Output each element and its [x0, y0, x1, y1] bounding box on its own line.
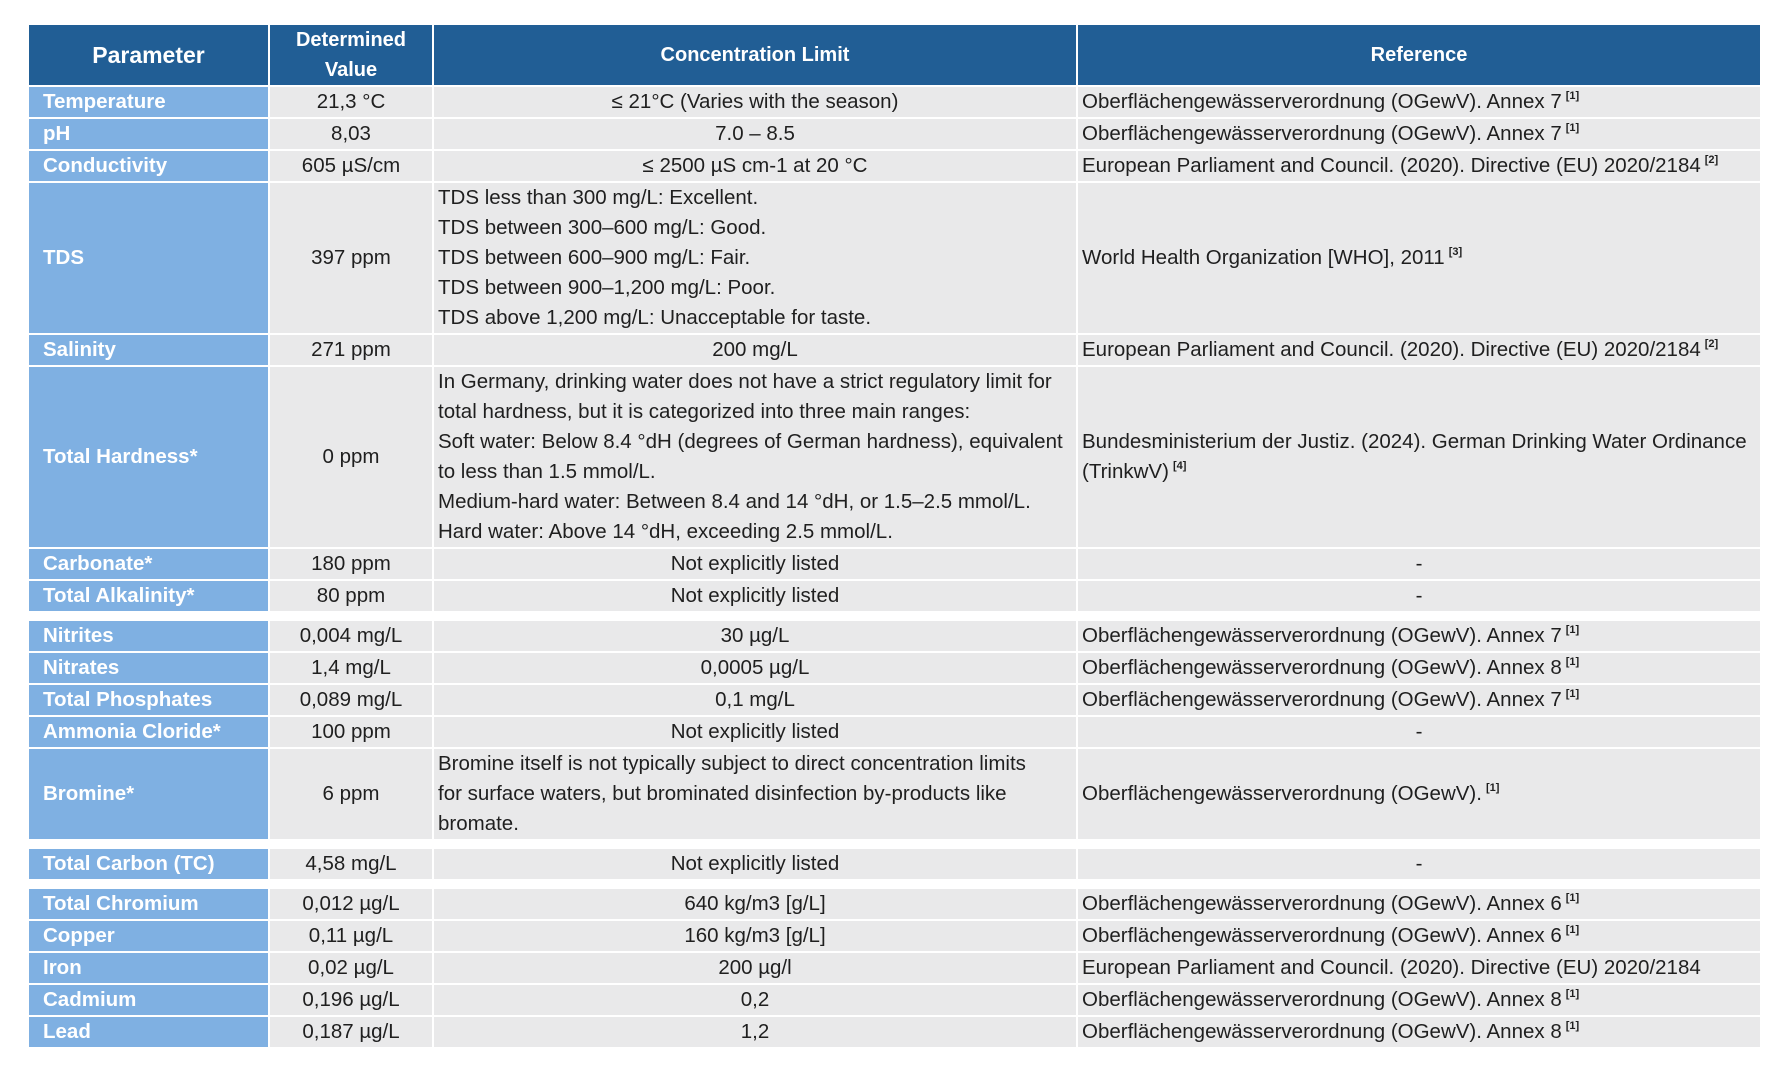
- determined-value-cell: 0,02 µg/L: [269, 952, 433, 984]
- limit-line: 0,2: [740, 988, 770, 1011]
- limit-line: Not explicitly listed: [670, 552, 840, 575]
- determined-value-cell: 80 ppm: [269, 580, 433, 611]
- reference-text: Oberflächengewässerverordnung (OGewV). Annex 7: [1082, 624, 1562, 647]
- table-row: [29, 182, 1761, 334]
- limit-line: total hardness, but it is categorized into three main ranges:: [438, 400, 971, 423]
- reference-line: [1082, 581, 1756, 611]
- separator-cell: [29, 611, 269, 620]
- parameter-cell: Total Phosphates: [29, 684, 269, 716]
- determined-value-cell: 0,089 mg/L: [269, 684, 433, 716]
- reference-text: Oberflächengewässerverordnung (OGewV). Annex 6: [1082, 924, 1562, 947]
- reference-cell: [1077, 652, 1761, 684]
- header-determined-value: Determined Value: [269, 25, 433, 86]
- reference-text: Oberflächengewässerverordnung (OGewV). Annex 8: [1082, 988, 1562, 1011]
- determined-value-cell: 0,196 µg/L: [269, 984, 433, 1016]
- limit-line: TDS between 300–600 mg/L: Good.: [438, 216, 767, 239]
- parameter-cell: TDS: [29, 182, 269, 334]
- reference-line: [1082, 87, 1756, 117]
- parameter-cell: Total Hardness*: [29, 366, 269, 548]
- limit-line: Medium-hard water: Between 8.4 and 14 °dH, or 1.5–2.5 mmol/L.: [438, 490, 1031, 513]
- reference-line: [1082, 151, 1756, 181]
- header-concentration-limit: Concentration Limit: [433, 25, 1077, 86]
- concentration-limit-cell: [433, 920, 1077, 952]
- reference-line: [1082, 779, 1756, 809]
- reference-cell: [1077, 580, 1761, 611]
- limit-line: for surface waters, but brominated disinfection by-products like: [438, 782, 1007, 805]
- citation-marker: [1]: [1565, 1020, 1580, 1032]
- reference-cell: [1077, 920, 1761, 952]
- determined-value-cell: 6 ppm: [269, 748, 433, 839]
- separator-cell: [433, 879, 1077, 888]
- parameter-cell: Nitrites: [29, 620, 269, 652]
- concentration-limit-cell: [433, 182, 1077, 334]
- determined-value-cell: 605 µS/cm: [269, 150, 433, 182]
- citation-marker: [1]: [1565, 624, 1580, 636]
- group-separator: [29, 879, 1761, 888]
- reference-text: Oberflächengewässerverordnung (OGewV). Annex 7: [1082, 688, 1562, 711]
- limit-line: bromate.: [438, 812, 519, 835]
- reference-text: Oberflächengewässerverordnung (OGewV). Annex 8: [1082, 1020, 1562, 1043]
- table-row: [29, 86, 1761, 118]
- reference-cell: [1077, 1016, 1761, 1047]
- parameter-cell: Cadmium: [29, 984, 269, 1016]
- limit-line: 0,0005 µg/L: [700, 656, 810, 679]
- citation-marker: [1]: [1565, 688, 1580, 700]
- reference-text: -: [1415, 552, 1423, 575]
- citation-marker: [4]: [1172, 460, 1187, 472]
- reference-cell: [1077, 150, 1761, 182]
- concentration-limit-cell: [433, 984, 1077, 1016]
- reference-cell: [1077, 748, 1761, 839]
- table-row: [29, 580, 1761, 611]
- reference-text: Oberflächengewässerverordnung (OGewV). Annex 6: [1082, 892, 1562, 915]
- separator-cell: [1077, 839, 1761, 848]
- reference-cell: [1077, 548, 1761, 580]
- concentration-limit-cell: [433, 366, 1077, 548]
- table-row: [29, 548, 1761, 580]
- reference-cell: [1077, 334, 1761, 366]
- determined-value-cell: 397 ppm: [269, 182, 433, 334]
- reference-text: European Parliament and Council. (2020). Directive (EU) 2020/2184: [1082, 956, 1701, 979]
- table-row: [29, 848, 1761, 879]
- citation-marker: [1]: [1485, 782, 1500, 794]
- reference-text: -: [1415, 584, 1423, 607]
- reference-line: [1082, 717, 1756, 747]
- reference-line: [1082, 849, 1756, 879]
- reference-cell: [1077, 118, 1761, 150]
- parameter-cell: pH: [29, 118, 269, 150]
- header-parameter: Parameter: [29, 25, 269, 86]
- reference-text: Bundesministerium der Justiz. (2024). German Drinking Water Ordinance: [1082, 430, 1747, 453]
- determined-value-cell: 0,187 µg/L: [269, 1016, 433, 1047]
- table-body: [29, 86, 1761, 1047]
- parameter-cell: Temperature: [29, 86, 269, 118]
- reference-line: [1082, 985, 1756, 1015]
- separator-cell: [29, 879, 269, 888]
- reference-line: [1082, 921, 1756, 951]
- determined-value-cell: 271 ppm: [269, 334, 433, 366]
- group-separator: [29, 839, 1761, 848]
- table-row: [29, 952, 1761, 984]
- concentration-limit-cell: [433, 748, 1077, 839]
- parameter-cell: Carbonate*: [29, 548, 269, 580]
- concentration-limit-cell: [433, 684, 1077, 716]
- limit-line: ≤ 2500 µS cm-1 at 20 °C: [642, 154, 868, 177]
- reference-cell: [1077, 366, 1761, 548]
- table-row: [29, 366, 1761, 548]
- limit-line: 200 µg/l: [718, 956, 792, 979]
- reference-cell: [1077, 620, 1761, 652]
- limit-line: 0,1 mg/L: [715, 688, 795, 711]
- determined-value-cell: 0 ppm: [269, 366, 433, 548]
- concentration-limit-cell: [433, 848, 1077, 879]
- concentration-limit-cell: [433, 86, 1077, 118]
- limit-line: 30 µg/L: [720, 624, 790, 647]
- table-row: [29, 748, 1761, 839]
- citation-marker: [2]: [1704, 338, 1719, 350]
- reference-cell: [1077, 716, 1761, 748]
- concentration-limit-cell: [433, 716, 1077, 748]
- reference-line: [1082, 119, 1756, 149]
- separator-cell: [269, 839, 433, 848]
- reference-text: -: [1415, 720, 1423, 743]
- citation-marker: [2]: [1704, 154, 1719, 166]
- citation-marker: [1]: [1565, 892, 1580, 904]
- table-row: [29, 920, 1761, 952]
- reference-text: (TrinkwV): [1082, 460, 1169, 483]
- separator-cell: [269, 879, 433, 888]
- separator-cell: [1077, 879, 1761, 888]
- limit-line: Not explicitly listed: [670, 852, 840, 875]
- table-row: [29, 620, 1761, 652]
- limit-line: to less than 1.5 mmol/L.: [438, 460, 656, 483]
- reference-text: Oberflächengewässerverordnung (OGewV).: [1082, 782, 1482, 805]
- parameter-cell: Iron: [29, 952, 269, 984]
- water-quality-table: [29, 25, 1762, 1047]
- table-row: [29, 118, 1761, 150]
- parameter-cell: Total Carbon (TC): [29, 848, 269, 879]
- reference-cell: [1077, 888, 1761, 920]
- limit-line: TDS between 900–1,200 mg/L: Poor.: [438, 276, 776, 299]
- separator-cell: [29, 839, 269, 848]
- reference-line: [1082, 621, 1756, 651]
- limit-line: 1,2: [740, 1020, 770, 1043]
- reference-line: [1082, 1017, 1756, 1047]
- limit-line: TDS above 1,200 mg/L: Unacceptable for taste.: [438, 306, 872, 329]
- table-row: [29, 1016, 1761, 1047]
- reference-text: Oberflächengewässerverordnung (OGewV). Annex 8: [1082, 656, 1562, 679]
- parameter-cell: Ammonia Cloride*: [29, 716, 269, 748]
- limit-line: Not explicitly listed: [670, 720, 840, 743]
- reference-text: European Parliament and Council. (2020). Directive (EU) 2020/2184: [1082, 338, 1701, 361]
- parameter-cell: Bromine*: [29, 748, 269, 839]
- separator-cell: [1077, 611, 1761, 620]
- table-row: [29, 334, 1761, 366]
- limit-line: Not explicitly listed: [670, 584, 840, 607]
- reference-text: World Health Organization [WHO], 2011: [1082, 246, 1445, 269]
- determined-value-cell: 100 ppm: [269, 716, 433, 748]
- concentration-limit-cell: [433, 334, 1077, 366]
- concentration-limit-cell: [433, 580, 1077, 611]
- parameter-cell: Copper: [29, 920, 269, 952]
- limit-line: 7.0 – 8.5: [715, 122, 795, 145]
- limit-line: Bromine itself is not typically subject to direct concentration limits: [438, 752, 1026, 775]
- concentration-limit-cell: [433, 952, 1077, 984]
- parameter-cell: Lead: [29, 1016, 269, 1047]
- table-row: [29, 652, 1761, 684]
- determined-value-cell: 0,11 µg/L: [269, 920, 433, 952]
- limit-line: TDS between 600–900 mg/L: Fair.: [438, 246, 751, 269]
- reference-line: [1082, 953, 1756, 983]
- reference-line: [1082, 685, 1756, 715]
- citation-marker: [1]: [1565, 90, 1580, 102]
- determined-value-cell: 8,03: [269, 118, 433, 150]
- limit-line: Hard water: Above 14 °dH, exceeding 2.5 mmol/L.: [438, 520, 893, 543]
- table-row: [29, 984, 1761, 1016]
- reference-line: [1082, 427, 1756, 457]
- reference-line: [1082, 653, 1756, 683]
- reference-cell: [1077, 182, 1761, 334]
- citation-marker: [1]: [1565, 122, 1580, 134]
- citation-marker: [1]: [1565, 924, 1580, 936]
- reference-cell: [1077, 684, 1761, 716]
- concentration-limit-cell: [433, 118, 1077, 150]
- limit-line: 200 mg/L: [712, 338, 798, 361]
- header-row: [29, 25, 1761, 86]
- reference-line: [1082, 243, 1756, 273]
- reference-line: [1082, 549, 1756, 579]
- separator-cell: [433, 611, 1077, 620]
- reference-cell: [1077, 86, 1761, 118]
- determined-value-cell: 0,012 µg/L: [269, 888, 433, 920]
- citation-marker: [3]: [1448, 246, 1463, 258]
- parameter-cell: Nitrates: [29, 652, 269, 684]
- reference-line: [1082, 457, 1756, 487]
- concentration-limit-cell: [433, 888, 1077, 920]
- limit-line: 160 kg/m3 [g/L]: [684, 924, 826, 947]
- parameter-cell: Total Alkalinity*: [29, 580, 269, 611]
- reference-cell: [1077, 848, 1761, 879]
- group-separator: [29, 611, 1761, 620]
- citation-marker: [1]: [1565, 656, 1580, 668]
- determined-value-cell: 4,58 mg/L: [269, 848, 433, 879]
- concentration-limit-cell: [433, 150, 1077, 182]
- reference-cell: [1077, 984, 1761, 1016]
- reference-line: [1082, 335, 1756, 365]
- reference-text: Oberflächengewässerverordnung (OGewV). Annex 7: [1082, 122, 1562, 145]
- parameter-cell: Conductivity: [29, 150, 269, 182]
- separator-cell: [269, 611, 433, 620]
- citation-marker: [1]: [1565, 988, 1580, 1000]
- parameter-cell: Total Chromium: [29, 888, 269, 920]
- concentration-limit-cell: [433, 652, 1077, 684]
- determined-value-cell: 21,3 °C: [269, 86, 433, 118]
- concentration-limit-cell: [433, 620, 1077, 652]
- determined-value-cell: 0,004 mg/L: [269, 620, 433, 652]
- reference-text: European Parliament and Council. (2020). Directive (EU) 2020/2184: [1082, 154, 1701, 177]
- table-row: [29, 684, 1761, 716]
- determined-value-cell: 180 ppm: [269, 548, 433, 580]
- concentration-limit-cell: [433, 1016, 1077, 1047]
- limit-line: 640 kg/m3 [g/L]: [684, 892, 826, 915]
- limit-line: TDS less than 300 mg/L: Excellent.: [438, 186, 759, 209]
- table-row: [29, 888, 1761, 920]
- parameter-cell: Salinity: [29, 334, 269, 366]
- separator-cell: [433, 839, 1077, 848]
- header-reference: Reference: [1077, 25, 1761, 86]
- reference-text: -: [1415, 852, 1423, 875]
- limit-line: Soft water: Below 8.4 °dH (degrees of German hardness), equivalent: [438, 430, 1063, 453]
- limit-line: ≤ 21°C (Varies with the season): [611, 90, 899, 113]
- reference-cell: [1077, 952, 1761, 984]
- determined-value-cell: 1,4 mg/L: [269, 652, 433, 684]
- reference-text: Oberflächengewässerverordnung (OGewV). Annex 7: [1082, 90, 1562, 113]
- reference-line: [1082, 889, 1756, 919]
- table-row: [29, 716, 1761, 748]
- table-row: [29, 150, 1761, 182]
- concentration-limit-cell: [433, 548, 1077, 580]
- limit-line: In Germany, drinking water does not have a strict regulatory limit for: [438, 370, 1052, 393]
